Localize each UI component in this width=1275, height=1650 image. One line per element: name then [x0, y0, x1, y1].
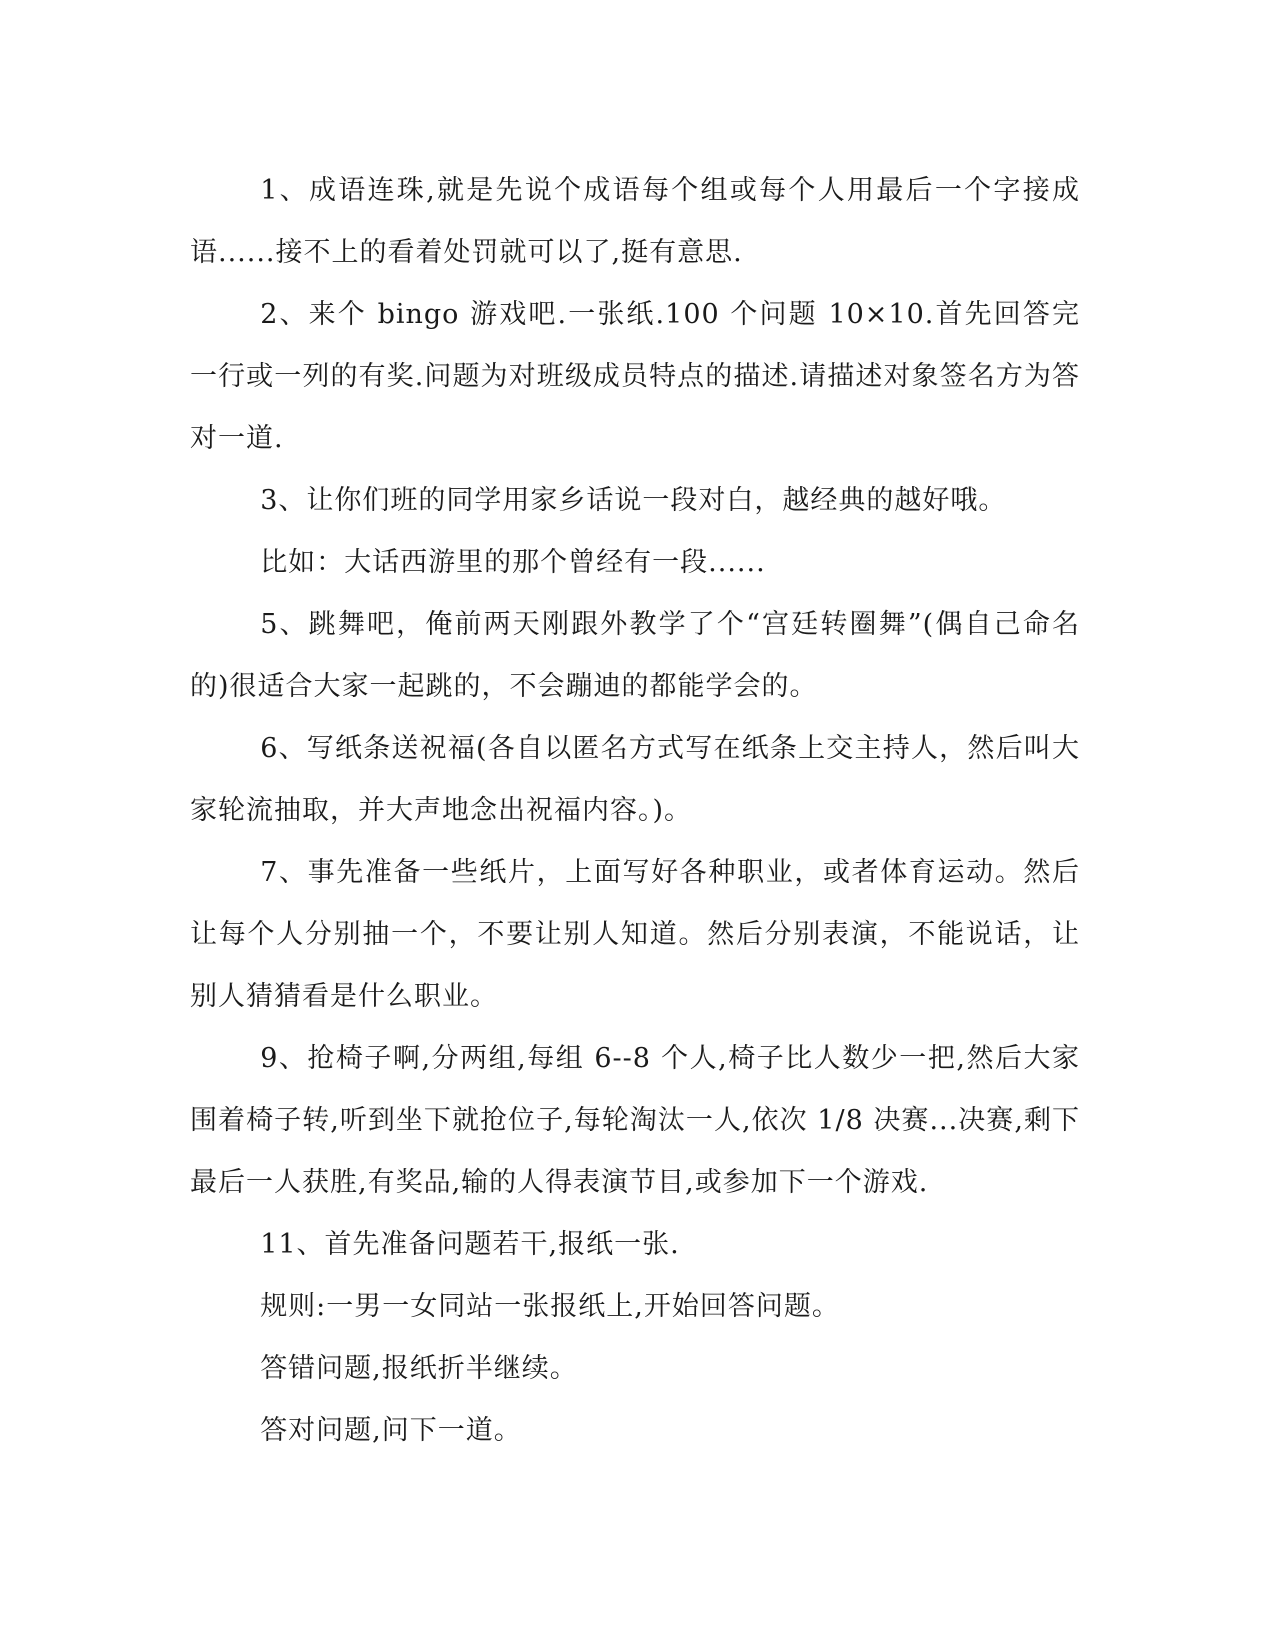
paragraph-musical-chairs: 9、抢椅子啊,分两组,每组 6--8 个人,椅子比人数少一把,然后大家围着椅子转,听到坐下就抢位子,每轮淘汰一人,依次 1/8 决赛...决赛,剩下最后一人获胜,有奖品,输的人得表演节目,或参加下一个游戏.	[190, 1043, 1080, 1198]
paragraph-rules: 规则:一男一女同站一张报纸上,开始回答问题。	[260, 1291, 840, 1322]
paragraph-newspaper-game: 11、首先准备问题若干,报纸一张.	[260, 1229, 680, 1260]
paragraph-blessing-notes: 6、写纸条送祝福(各自以匿名方式写在纸条上交主持人，然后叫大家轮流抽取，并大声地念出祝福内容。)。	[190, 733, 1080, 826]
paragraph-right-answer: 答对问题,问下一道。	[260, 1415, 522, 1446]
paragraph-wrong-answer: 答错问题,报纸折半继续。	[260, 1353, 578, 1384]
paragraph-example: 比如：大话西游里的那个曾经有一段......	[260, 547, 766, 578]
paragraph-dialect-dialogue: 3、让你们班的同学用家乡话说一段对白，越经典的越好哦。	[260, 485, 1007, 516]
paragraph-idiom-chain: 1、成语连珠,就是先说个成语每个组或每个人用最后一个字接成语......接不上的看着处罚就可以了,挺有意思.	[190, 175, 1080, 268]
paragraph-dance: 5、跳舞吧，俺前两天刚跟外教学了个“宫廷转圈舞”(偶自己命名的)很适合大家一起跳的，不会蹦迪的都能学会的。	[190, 609, 1080, 702]
paragraph-charades: 7、事先准备一些纸片，上面写好各种职业，或者体育运动。然后让每个人分别抽一个，不要让别人知道。然后分别表演，不能说话，让别人猜猜看是什么职业。	[190, 857, 1080, 1012]
document-body	[190, 160, 1080, 1462]
paragraph-bingo-game: 2、来个 bingo 游戏吧.一张纸.100 个问题 10×10.首先回答完一行或一列的有奖.问题为对班级成员特点的描述.请描述对象签名方为答对一道.	[190, 299, 1080, 454]
